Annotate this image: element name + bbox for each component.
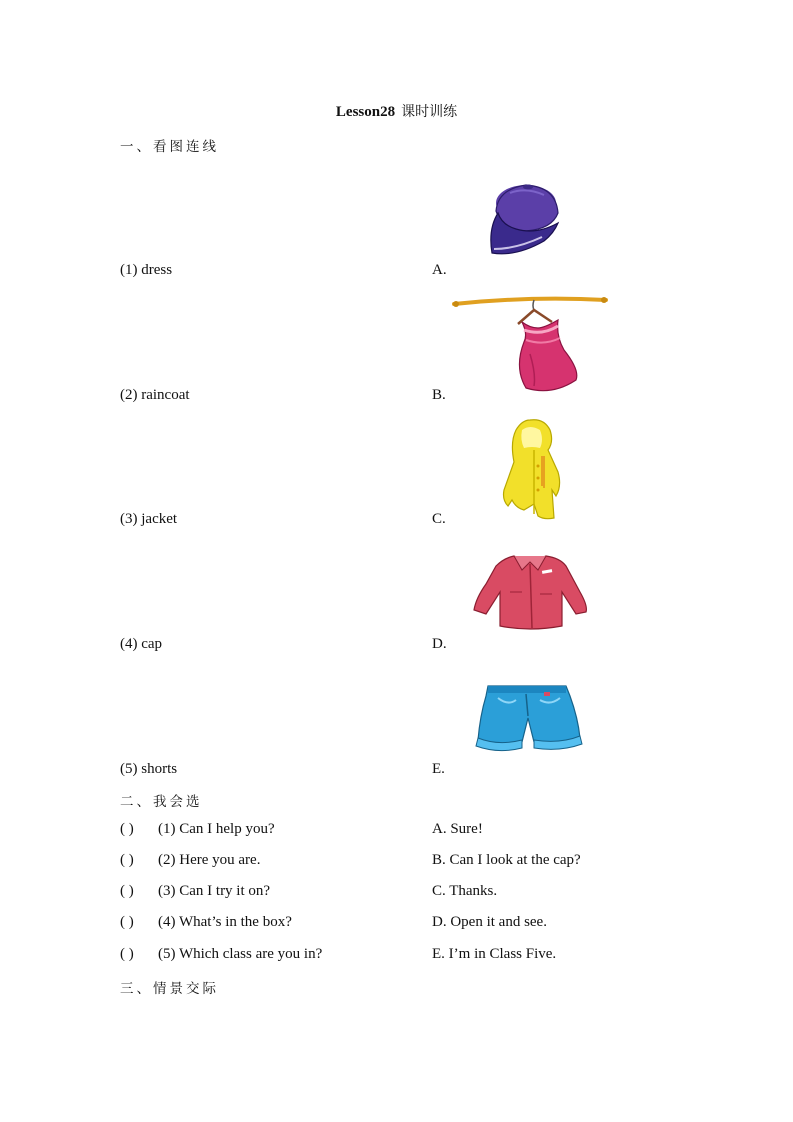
question-text: (2) Here you are. [158,852,261,868]
option-letter: D. [432,636,447,652]
answer-blank[interactable]: ( ) [120,914,134,930]
option-letter: B. [432,387,446,403]
answer-blank[interactable]: ( ) [120,821,134,837]
answer-option: D. Open it and see. [432,914,547,930]
answer-option: B. Can I look at the cap? [432,852,581,868]
raincoat-picture [500,416,564,522]
title-lesson: Lesson28 [335,104,396,120]
answer-option: A. Sure! [432,821,483,837]
option-letter: A. [432,262,447,278]
answer-option: E. I’m in Class Five. [432,946,557,962]
section3-heading: 三、情景交际 [120,981,219,997]
question-text: (3) Can I try it on? [158,883,271,899]
option-letter: C. [432,511,446,527]
word-item: (5) shorts [120,761,178,777]
answer-blank[interactable]: ( ) [120,883,134,899]
answer-blank[interactable]: ( ) [120,852,134,868]
section1-heading: 一、看图连线 [120,139,219,155]
title-cn: 课时训练 [401,104,458,120]
question-text: (1) Can I help you? [158,821,275,837]
question-text: (5) Which class are you in? [158,946,323,962]
answer-blank[interactable]: ( ) [120,946,134,962]
page-title [0,101,793,121]
word-item: (1) dress [120,262,173,278]
cap-picture [486,183,566,259]
option-letter: E. [432,761,445,777]
section2-heading: 二、我会选 [120,794,203,810]
word-item: (3) jacket [120,511,178,527]
question-text: (4) What’s in the box? [158,914,292,930]
word-item: (4) cap [120,636,163,652]
shorts-picture [474,682,584,752]
jacket-picture [470,552,590,632]
dress-picture [452,294,608,396]
word-item: (2) raincoat [120,387,190,403]
answer-option: C. Thanks. [432,883,498,899]
